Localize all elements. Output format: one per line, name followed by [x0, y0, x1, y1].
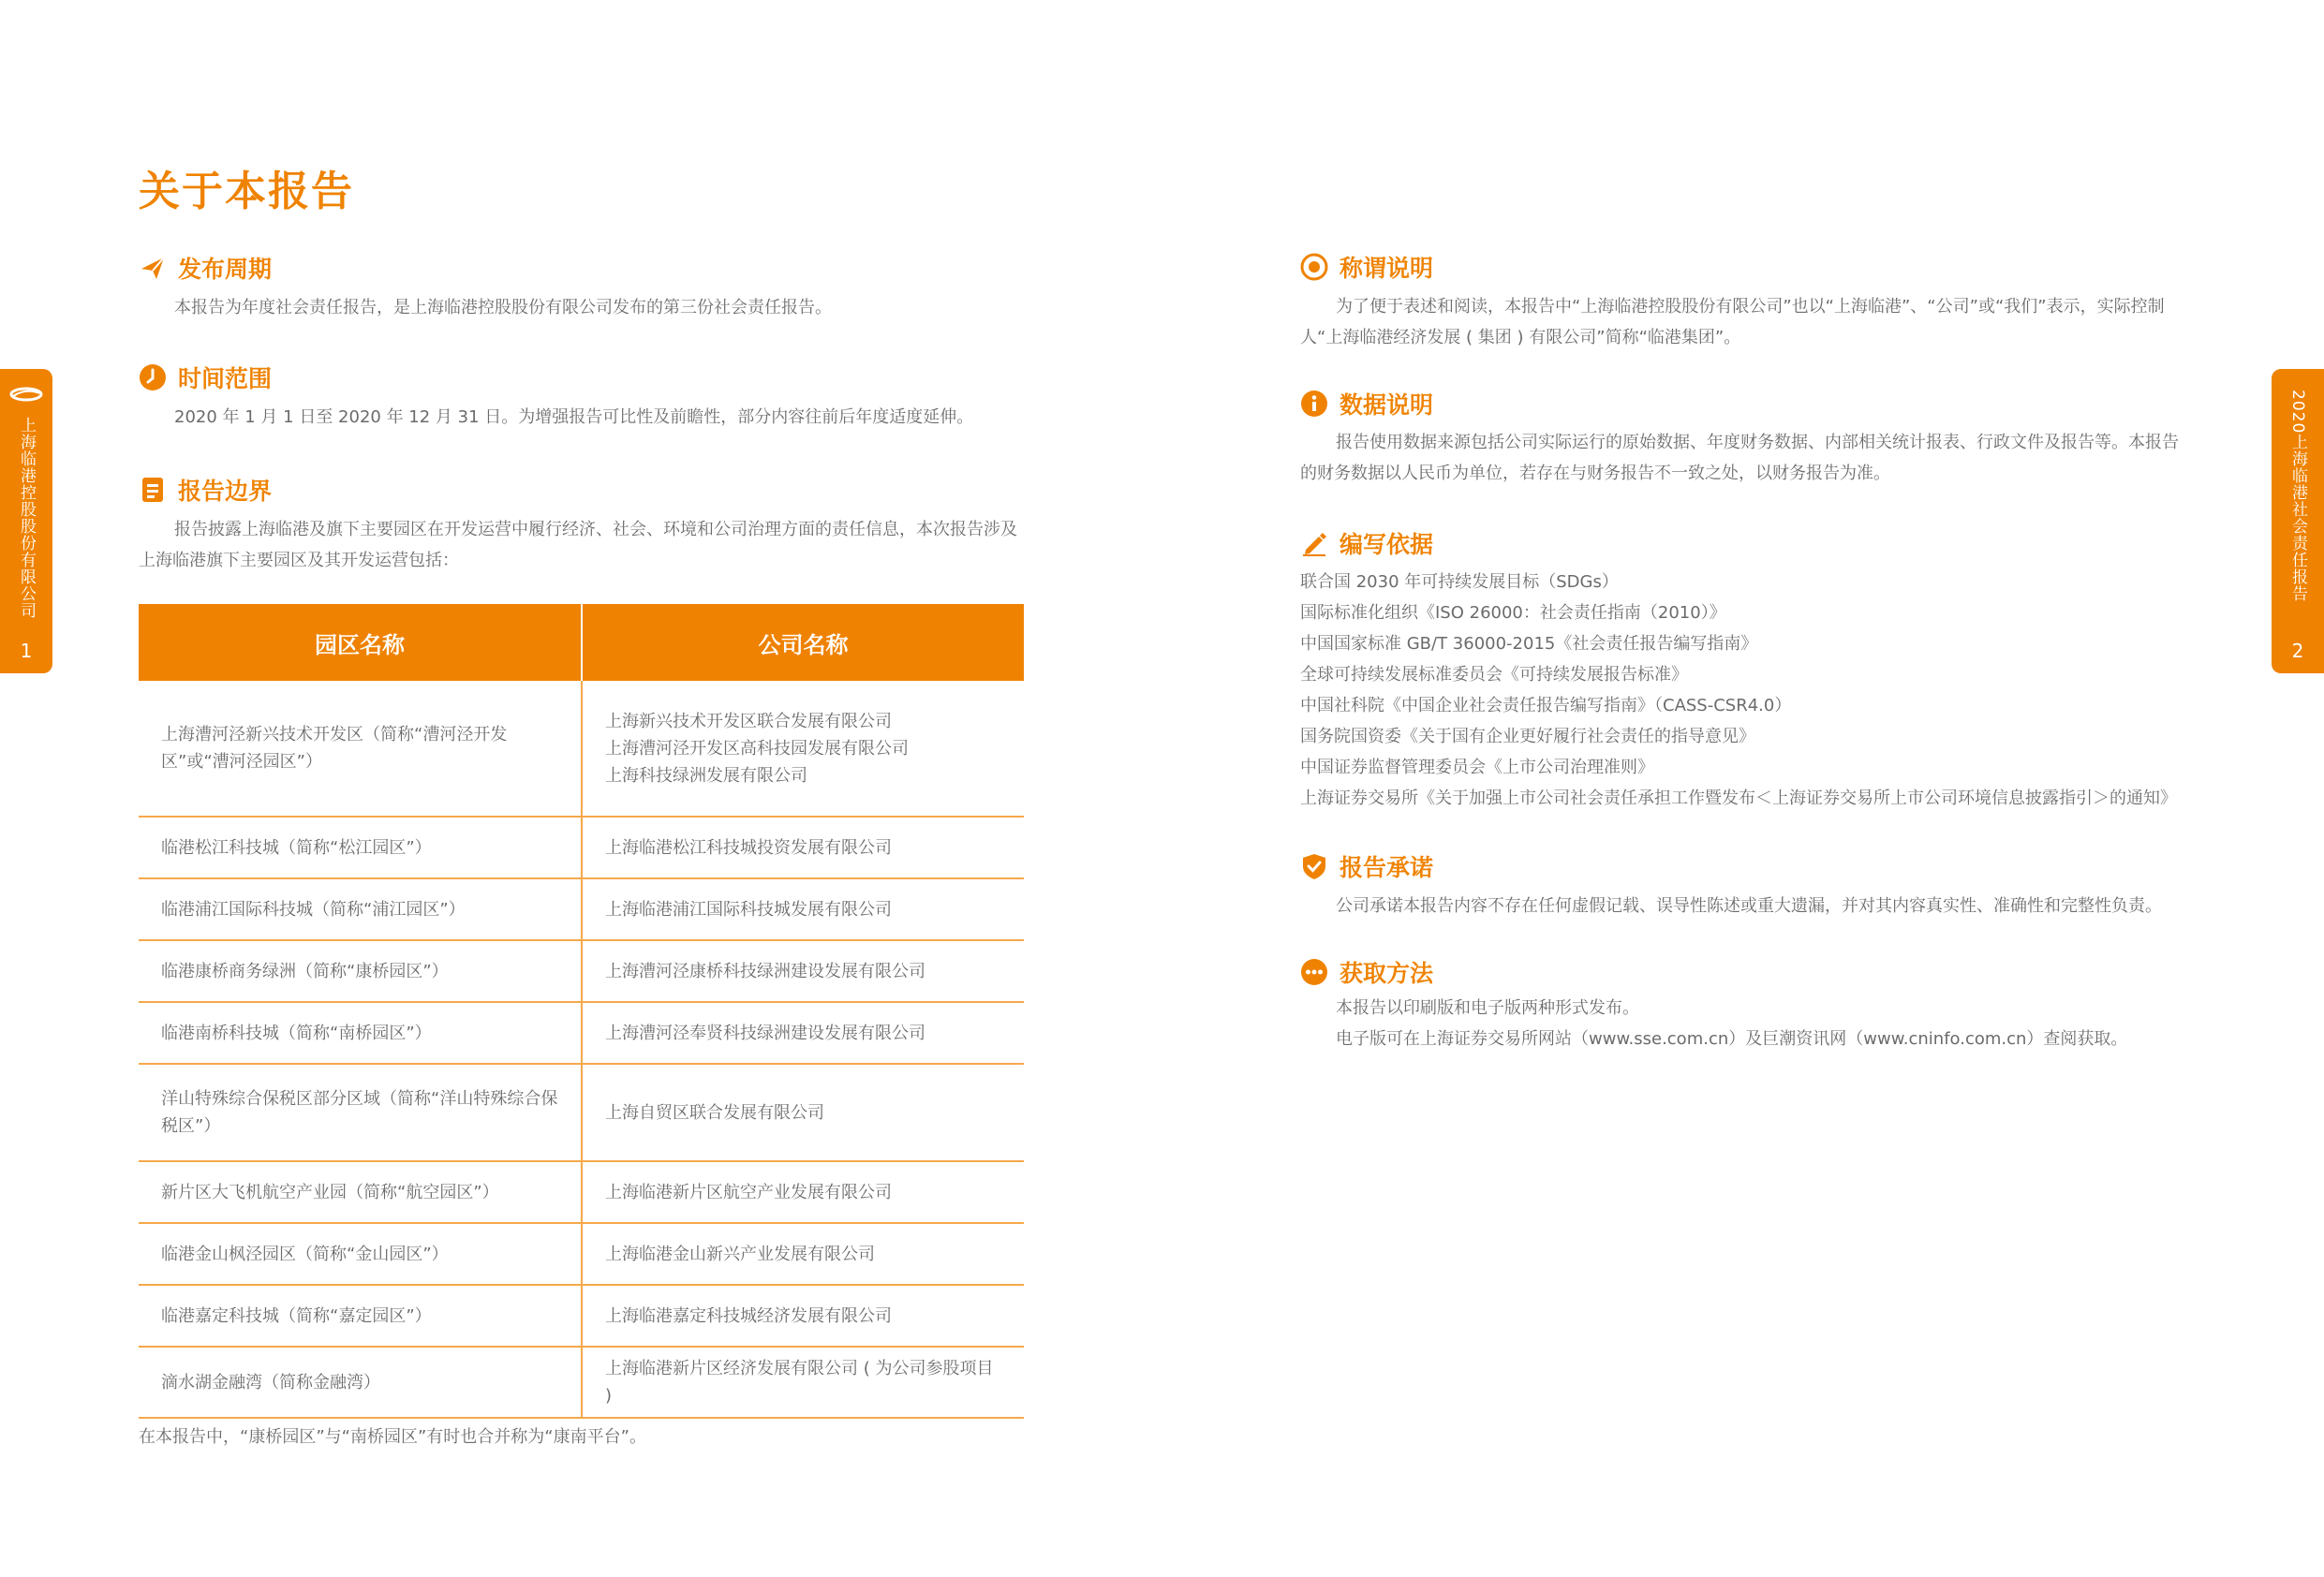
section-data-heading — [1300, 387, 1433, 420]
section-boundary-heading — [139, 473, 272, 507]
park-name: 滴水湖金融湾（简称金融湾） — [139, 1347, 582, 1418]
basis-item: 中国社科院《中国企业社会责任报告编写指南》（CASS-CSR4.0） — [1300, 696, 1792, 715]
more-dots-icon — [1300, 958, 1328, 986]
section-data-text: 报告使用数据来源包括公司实际运行的原始数据、年度财务数据、内部相关统计报表、行政文件及报告等。本报告的财务数据以人民币为单位，若存在与财务报告不一致之处，以财务报告为准。 — [1300, 433, 2179, 483]
document-icon — [139, 476, 167, 504]
park-name: 临港金山枫泾园区（简称“金山园区”） — [139, 1223, 582, 1285]
left-tab-text: 上海临港控股股份有限公司 — [17, 417, 36, 619]
section-cycle-title: 发布周期 — [178, 256, 273, 283]
basis-item: 联合国 2030 年可持续发展目标（SDGs） — [1300, 572, 1619, 592]
section-naming-heading — [1300, 250, 1433, 284]
section-data-title: 数据说明 — [1340, 391, 1434, 419]
company-name: 上海临港新片区经济发展有限公司 ( 为公司参股项目 ) — [582, 1347, 1024, 1418]
table-row — [139, 1347, 1024, 1418]
section-commitment-text: 公司承诺本报告内容不存在任何虚假记载、误导性陈述或重大遗漏，并对其内容真实性、准确性和完整性负责。 — [1336, 896, 2162, 916]
park-name: 上海漕河泾新兴技术开发区（简称“漕河泾开发区”或“漕河泾园区”） — [139, 681, 582, 817]
company-name: 上海漕河泾康桥科技绿洲建设发展有限公司 — [582, 940, 1024, 1002]
company-name: 上海临港新片区航空产业发展有限公司 — [582, 1161, 1024, 1223]
table-row — [139, 940, 1024, 1002]
basis-item: 全球可持续发展标准委员会《可持续发展报告标准》 — [1300, 665, 1688, 685]
section-boundary-text: 报告披露上海临港及旗下主要园区在开发运营中履行经济、社会、环境和公司治理方面的责任信息，本次报告涉及上海临港旗下主要园区及其开发运营包括： — [139, 520, 1017, 570]
section-cycle-text: 本报告为年度社会责任报告，是上海临港控股股份有限公司发布的第三份社会责任报告。 — [174, 298, 832, 317]
right-side-tab — [2272, 369, 2324, 673]
info-icon — [1300, 390, 1328, 418]
park-name: 临港康桥商务绿洲（简称“康桥园区”） — [139, 940, 582, 1002]
section-time-heading — [139, 361, 272, 394]
shield-check-icon — [1300, 852, 1328, 880]
park-name: 临港松江科技城（简称“松江园区”） — [139, 817, 582, 878]
company-name: 上海临港金山新兴产业发展有限公司 — [582, 1223, 1024, 1285]
right-tab-text: 2020上海临港社会责任报告 — [2288, 390, 2307, 603]
basis-item: 国务院国资委《关于国有企业更好履行社会责任的指导意见》 — [1300, 727, 1755, 746]
company-name-line: 上海新兴技术开发区联合发展有限公司 — [605, 711, 892, 731]
section-basis-title: 编写依据 — [1340, 531, 1434, 558]
pencil-icon — [1300, 529, 1328, 557]
company-name: 上海临港松江科技城投资发展有限公司 — [582, 817, 1024, 878]
basis-list — [1300, 567, 2177, 814]
section-basis-heading — [1300, 526, 1433, 560]
left-page-number: 1 — [20, 640, 33, 662]
section-access-line1: 本报告以印刷版和电子版两种形式发布。 — [1336, 998, 1639, 1018]
section-commitment-title: 报告承诺 — [1340, 854, 1434, 881]
basis-item: 上海证券交易所《关于加强上市公司社会责任承担工作暨发布＜上海证券交易所上市公司环境信息披露指引＞的通知》 — [1300, 788, 2177, 808]
park-name: 临港嘉定科技城（简称“嘉定园区”） — [139, 1285, 582, 1347]
table-header-company: 公司名称 — [582, 604, 1024, 681]
company-name — [582, 681, 1024, 817]
section-boundary-title: 报告边界 — [178, 478, 273, 505]
park-name: 临港浦江国际科技城（简称“浦江园区”） — [139, 878, 582, 940]
section-access-heading — [1300, 955, 1433, 989]
park-name: 洋山特殊综合保税区部分区域（简称“洋山特殊综合保税区”） — [139, 1064, 582, 1161]
company-name: 上海临港浦江国际科技城发展有限公司 — [582, 878, 1024, 940]
section-access-line2: 电子版可在上海证券交易所网站（www.sse.com.cn）及巨潮资讯网（www.cninfo.com.cn）查阅获取。 — [1336, 1029, 2128, 1049]
table-row — [139, 1161, 1024, 1223]
table-row — [139, 1002, 1024, 1064]
company-logo-icon — [9, 386, 43, 407]
section-naming-title: 称谓说明 — [1340, 255, 1434, 282]
park-name: 新片区大飞机航空产业园（简称“航空园区”） — [139, 1161, 582, 1223]
table-row — [139, 681, 1024, 817]
table-row — [139, 817, 1024, 878]
table-footnote: 在本报告中，“康桥园区”与“南桥园区”有时也合并称为“康南平台”。 — [139, 1427, 646, 1447]
parks-table — [139, 604, 1024, 1419]
section-access-title: 获取方法 — [1340, 960, 1434, 987]
section-time-title: 时间范围 — [178, 365, 273, 392]
target-icon — [1300, 253, 1328, 281]
section-time-text: 2020 年 1 月 1 日至 2020 年 12 月 31 日。为增强报告可比性及前瞻性，部分内容往前后年度适度延伸。 — [174, 407, 974, 427]
company-name: 上海漕河泾奉贤科技绿洲建设发展有限公司 — [582, 1002, 1024, 1064]
left-side-tab — [0, 369, 52, 673]
basis-item: 中国国家标准 GB/T 36000-2015《社会责任报告编写指南》 — [1300, 634, 1758, 654]
section-naming-text: 为了便于表述和阅读，本报告中“上海临港控股股份有限公司”也以“上海临港”、“公司”或“我们”表示，实际控制人“上海临港经济发展 ( 集团 ) 有限公司”简称“临港集团”。 — [1300, 297, 2165, 347]
table-row — [139, 1064, 1024, 1161]
company-name: 上海临港嘉定科技城经济发展有限公司 — [582, 1285, 1024, 1347]
basis-item: 中国证券监督管理委员会《上市公司治理准则》 — [1300, 758, 1654, 777]
basis-item: 国际标准化组织《ISO 26000：社会责任指南（2010）》 — [1300, 603, 1726, 623]
table-row — [139, 878, 1024, 940]
company-name: 上海自贸区联合发展有限公司 — [582, 1064, 1024, 1161]
section-commitment-heading — [1300, 849, 1433, 883]
table-row — [139, 1223, 1024, 1285]
table-header-park: 园区名称 — [139, 604, 582, 681]
section-cycle-heading — [139, 251, 272, 285]
clock-icon — [139, 363, 167, 391]
park-name: 临港南桥科技城（简称“南桥园区”） — [139, 1002, 582, 1064]
page-title: 关于本报告 — [139, 168, 354, 215]
table-row — [139, 1285, 1024, 1347]
paper-plane-icon — [139, 254, 167, 282]
right-page-number: 2 — [2291, 640, 2304, 662]
company-name-line: 上海漕河泾开发区高科技园发展有限公司 — [605, 738, 909, 759]
company-name-line: 上海科技绿洲发展有限公司 — [605, 765, 807, 786]
